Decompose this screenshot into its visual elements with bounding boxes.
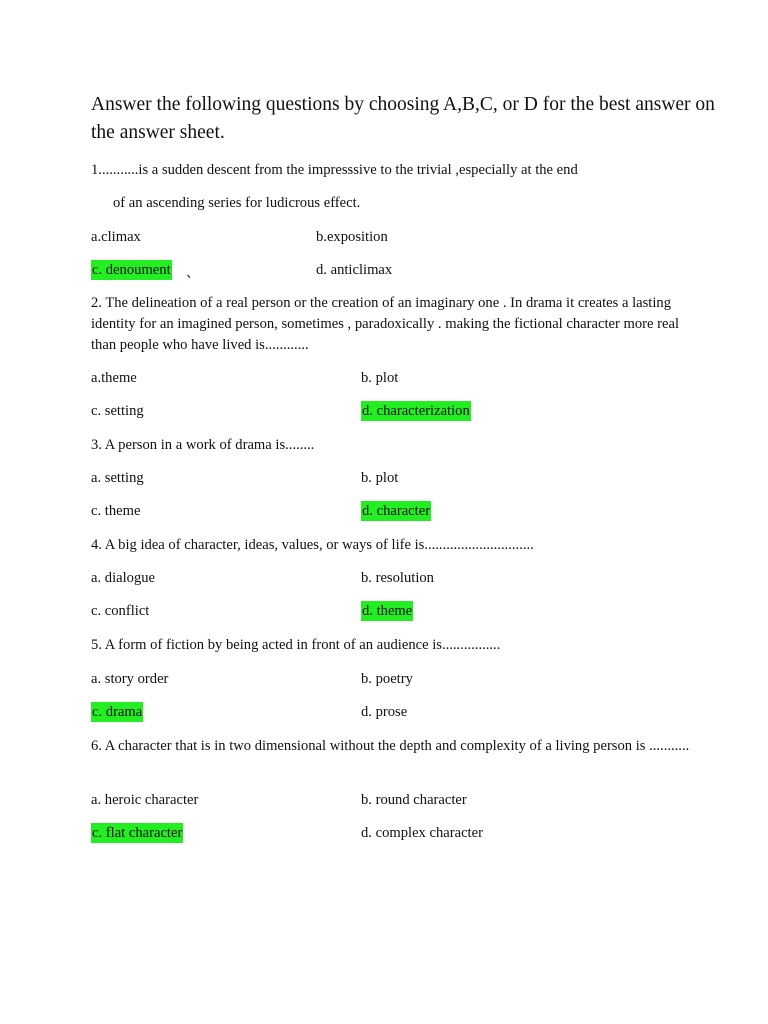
q1-option-b: b.exposition [316, 229, 388, 245]
stray-mark: 、 [186, 266, 200, 281]
q1-option-a: a.climax [91, 229, 141, 245]
question-6-stem: 6. A character that is in two dimensional without the depth and complexity of a living person is ........... [91, 738, 690, 754]
q5-option-c: c. drama [92, 704, 143, 720]
question-1-line-1: 1...........is a sudden descent from the impresssive to the trivial ,especially at the end [91, 162, 578, 178]
instructions-heading: Answer the following questions by choosing A,B,C, or D for the best answer on the answer sheet. [91, 94, 715, 143]
q5-option-b: b. poetry [361, 671, 413, 687]
q6-option-a: a. heroic character [91, 792, 199, 808]
q4-option-d: d. theme [362, 603, 413, 619]
q3-option-c: c. theme [91, 503, 141, 519]
q5-option-a: a. story order [91, 671, 169, 687]
question-2-stem: 2. The delineation of a real person or the creation of an imaginary one . In drama it creates a lasting identity for an imagined person, sometimes , paradoxically . making the fictional character more real than people who have lived is............ [91, 295, 679, 353]
q5-option-d: d. prose [361, 704, 408, 720]
q2-option-b: b. plot [361, 370, 399, 386]
question-5-stem: 5. A form of fiction by being acted in front of an audience is................ [91, 637, 501, 653]
question-4-stem: 4. A big idea of character, ideas, values, or ways of life is.............................. [91, 537, 534, 553]
q6-option-b: b. round character [361, 792, 467, 808]
q4-option-c: c. conflict [91, 603, 150, 619]
q3-option-d: d. character [362, 503, 431, 519]
q6-option-d: d. complex character [361, 825, 483, 841]
q3-option-b: b. plot [361, 470, 399, 486]
q1-option-c: c. denoument [92, 262, 171, 278]
q1-option-d: d. anticlimax [316, 262, 393, 278]
q2-option-c: c. setting [91, 403, 144, 419]
q2-option-a: a.theme [91, 370, 137, 386]
question-1-line-2: of an ascending series for ludicrous effect. [113, 195, 361, 211]
q6-option-c: c. flat character [92, 825, 183, 841]
q4-option-a: a. dialogue [91, 570, 156, 586]
q2-option-d: d. characterization [362, 403, 470, 419]
q4-option-b: b. resolution [361, 570, 434, 586]
q3-option-a: a. setting [91, 470, 144, 486]
question-3-stem: 3. A person in a work of drama is........ [91, 437, 315, 453]
